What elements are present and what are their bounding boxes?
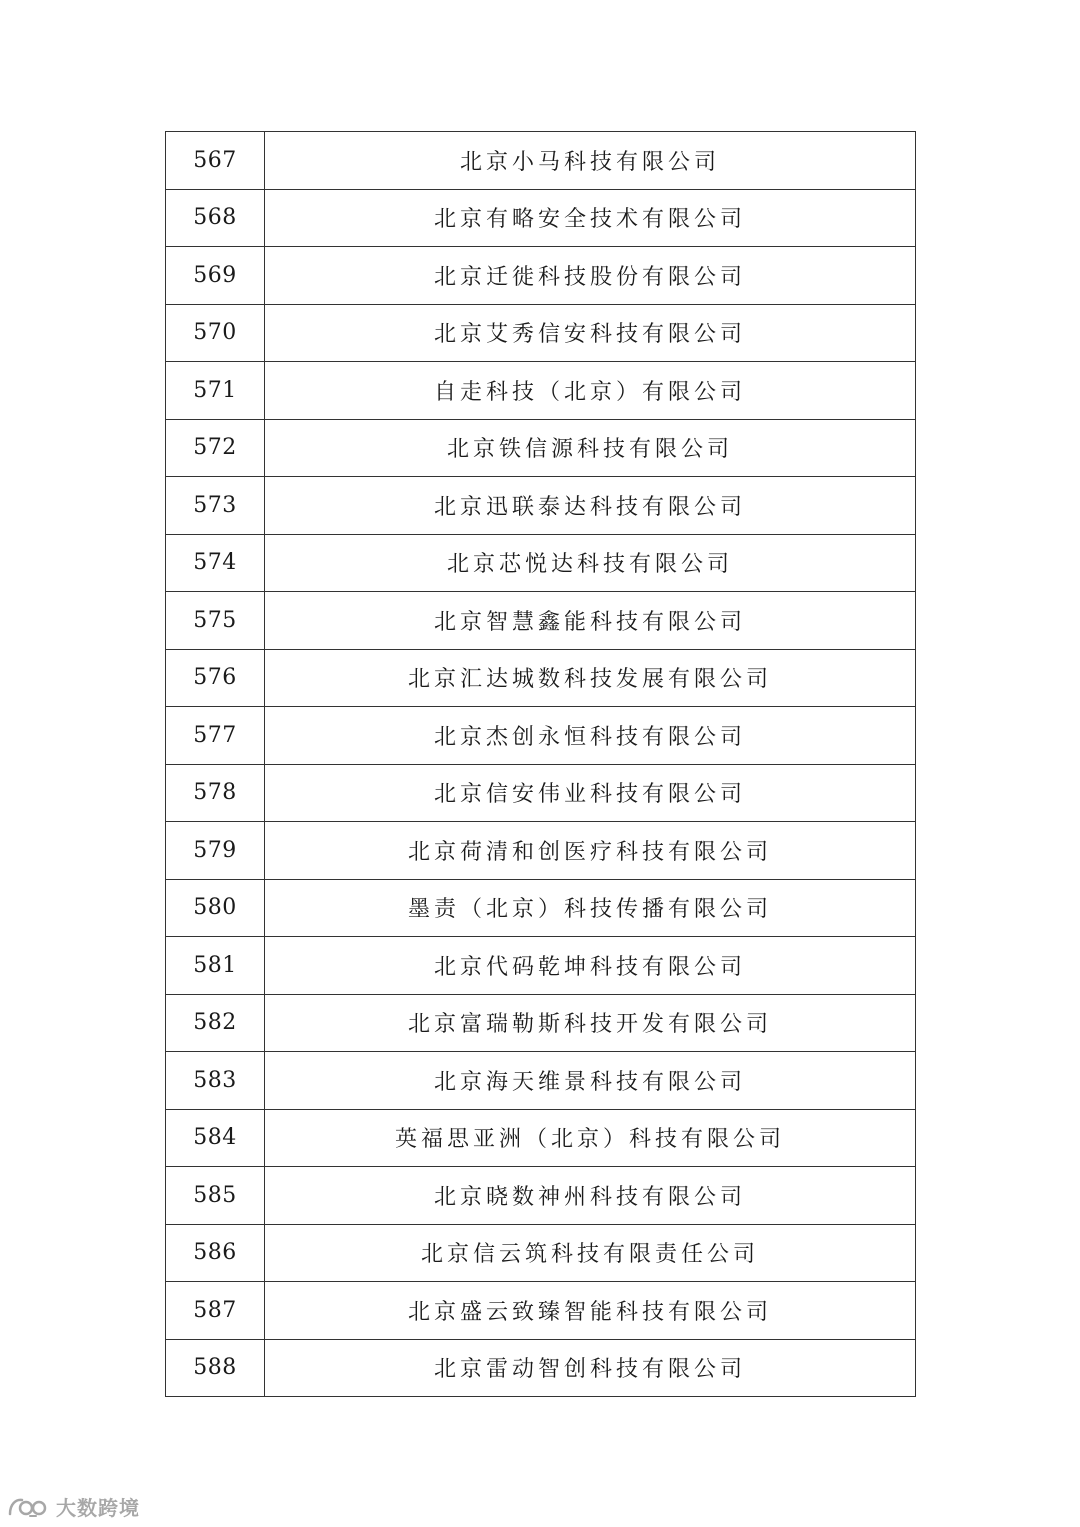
table-row [166,707,916,765]
table-row [166,592,916,650]
row-number: 583 [166,1052,265,1110]
company-name: 北京晓数神州科技有限公司 [265,1167,916,1225]
row-number: 568 [166,189,265,247]
row-number: 576 [166,649,265,707]
watermark [6,1492,140,1521]
company-name: 北京小马科技有限公司 [265,132,916,190]
company-name: 北京杰创永恒科技有限公司 [265,707,916,765]
company-name: 北京迁徙科技股份有限公司 [265,247,916,305]
company-name: 北京汇达城数科技发展有限公司 [265,649,916,707]
company-name: 北京盛云致臻智能科技有限公司 [265,1282,916,1340]
table-row [166,304,916,362]
row-number: 585 [166,1167,265,1225]
table-row [166,1052,916,1110]
table-row [166,247,916,305]
table-row [166,879,916,937]
row-number: 570 [166,304,265,362]
table-row [166,1282,916,1340]
row-number: 567 [166,132,265,190]
company-name: 北京芯悦达科技有限公司 [265,534,916,592]
row-number: 588 [166,1339,265,1397]
watermark-text: 大数跨境 [56,1496,140,1520]
row-number: 569 [166,247,265,305]
table-row [166,189,916,247]
company-name: 北京富瑞勒斯科技开发有限公司 [265,994,916,1052]
row-number: 577 [166,707,265,765]
table-row [166,1339,916,1397]
row-number: 581 [166,937,265,995]
company-name: 北京海天维景科技有限公司 [265,1052,916,1110]
table-row [166,132,916,190]
table-row [166,534,916,592]
company-name: 北京信云筑科技有限责任公司 [265,1224,916,1282]
table-row [166,1167,916,1225]
brand-logo-icon [6,1494,50,1520]
row-number: 579 [166,822,265,880]
row-number: 578 [166,764,265,822]
row-number: 587 [166,1282,265,1340]
table-row [166,419,916,477]
table-row [166,649,916,707]
company-name: 北京智慧鑫能科技有限公司 [265,592,916,650]
company-name: 北京有略安全技术有限公司 [265,189,916,247]
table-row [166,937,916,995]
row-number: 575 [166,592,265,650]
company-name: 北京雷动智创科技有限公司 [265,1339,916,1397]
company-list-table [165,131,916,1397]
table-row [166,822,916,880]
company-name: 北京迅联泰达科技有限公司 [265,477,916,535]
row-number: 584 [166,1109,265,1167]
row-number: 571 [166,362,265,420]
table-row [166,994,916,1052]
row-number: 573 [166,477,265,535]
row-number: 572 [166,419,265,477]
company-name: 英福思亚洲（北京）科技有限公司 [265,1109,916,1167]
table-row [166,477,916,535]
row-number: 582 [166,994,265,1052]
company-list-body [166,132,916,1397]
row-number: 580 [166,879,265,937]
company-name: 北京荷清和创医疗科技有限公司 [265,822,916,880]
company-name: 北京代码乾坤科技有限公司 [265,937,916,995]
table-row [166,362,916,420]
company-name: 北京信安伟业科技有限公司 [265,764,916,822]
table-row [166,1109,916,1167]
company-name: 墨责（北京）科技传播有限公司 [265,879,916,937]
company-name: 自走科技（北京）有限公司 [265,362,916,420]
company-name: 北京铁信源科技有限公司 [265,419,916,477]
table-row [166,1224,916,1282]
table-row [166,764,916,822]
row-number: 574 [166,534,265,592]
row-number: 586 [166,1224,265,1282]
company-name: 北京艾秀信安科技有限公司 [265,304,916,362]
